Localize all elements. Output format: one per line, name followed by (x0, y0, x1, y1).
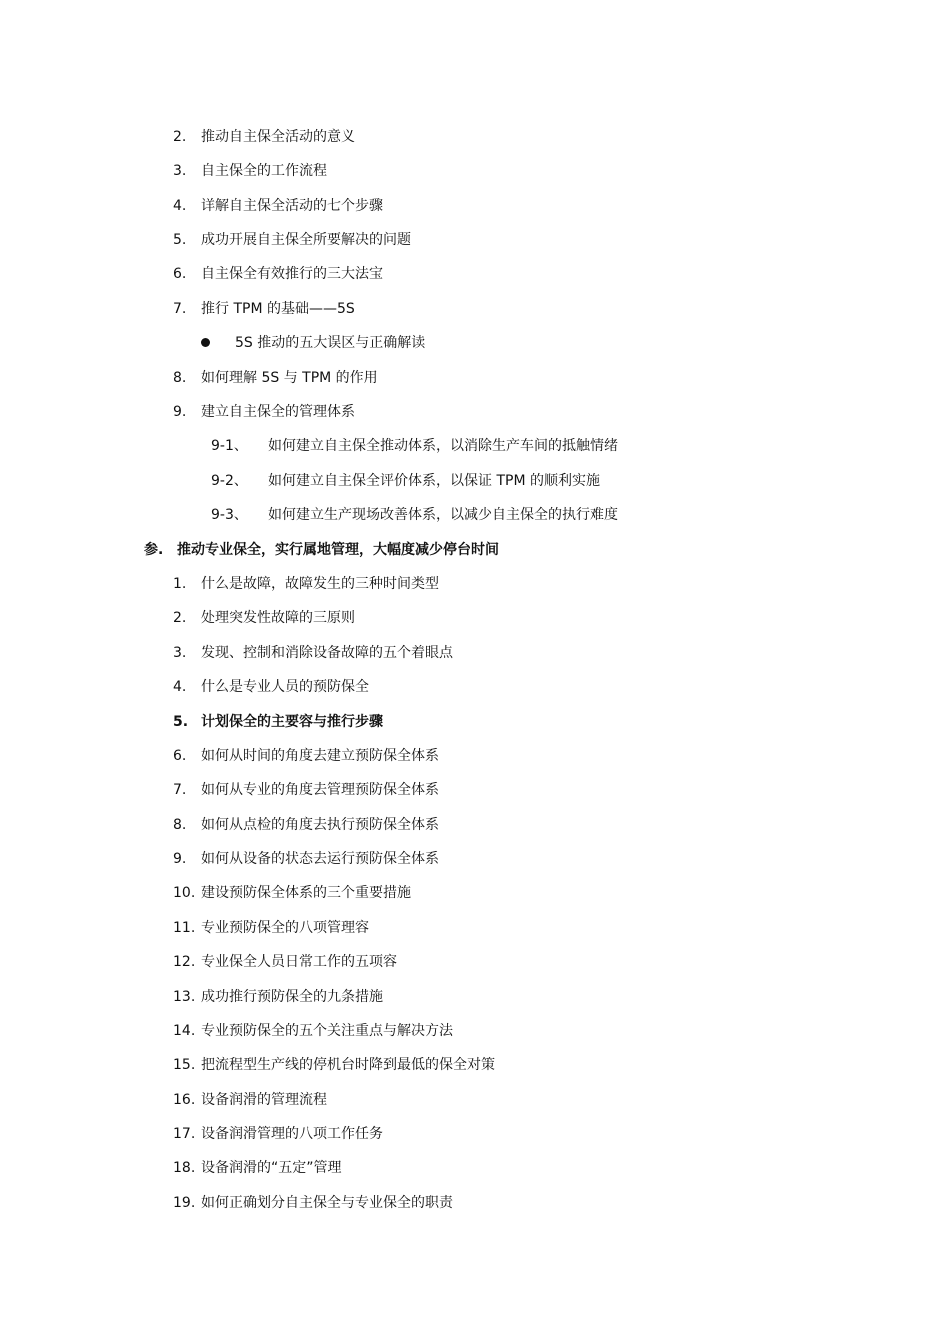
item-number: 18. (173, 1160, 196, 1176)
item-number: 6. (173, 266, 187, 282)
section-number: 参. (144, 542, 164, 558)
item-text: 自主保全有效推行的三大法宝 (201, 266, 383, 282)
item-text: 设备润滑的管理流程 (201, 1092, 327, 1108)
item-text: 设备润滑的“五定”管理 (201, 1160, 342, 1176)
item-number: 9. (173, 851, 187, 867)
item-number: 17. (173, 1126, 196, 1142)
item-text: 成功推行预防保全的九条措施 (201, 989, 383, 1005)
item-text: 发现、控制和消除设备故障的五个着眼点 (201, 645, 453, 661)
item-number: 7. (173, 782, 187, 798)
item-text: 什么是故障，故障发生的三种时间类型 (201, 576, 439, 592)
item-number: 16. (173, 1092, 196, 1108)
item-text: 如何从设备的状态去运行预防保全体系 (201, 851, 439, 867)
item-text: 建设预防保全体系的三个重要措施 (201, 885, 411, 901)
item-text: 如何理解 5S 与 TPM 的作用 (201, 370, 378, 386)
item-number: 4. (173, 679, 187, 695)
sub-item-number: 9-3、 (211, 507, 248, 523)
sub-item-text: 如何建立自主保全评价体系，以保证 TPM 的顺利实施 (268, 473, 600, 489)
item-number: 7. (173, 301, 187, 317)
item-number: 11. (173, 920, 196, 936)
sub-item-number: 9-1、 (211, 438, 248, 454)
item-number: 1. (173, 576, 187, 592)
section-title: 推动专业保全，实行属地管理，大幅度减少停台时间 (177, 542, 499, 558)
item-number: 9. (173, 404, 187, 420)
item-number: 12. (173, 954, 196, 970)
item-text: 自主保全的工作流程 (201, 163, 327, 179)
item-text: 详解自主保全活动的七个步骤 (201, 198, 383, 214)
item-number: 14. (173, 1023, 196, 1039)
item-text: 推动自主保全活动的意义 (201, 129, 355, 145)
item-number: 8. (173, 370, 187, 386)
item-number: 5. (173, 232, 187, 248)
sub-item-text: 如何建立生产现场改善体系，以减少自主保全的执行难度 (268, 507, 618, 523)
item-text: 成功开展自主保全所要解决的问题 (201, 232, 411, 248)
item-text: 专业预防保全的八项管理容 (201, 920, 369, 936)
bullet-text: 5S 推动的五大误区与正确解读 (235, 335, 426, 351)
sub-item-text: 如何建立自主保全推动体系，以消除生产车间的抵触情绪 (268, 438, 618, 454)
item-number: 15. (173, 1057, 196, 1073)
item-text: 设备润滑管理的八项工作任务 (201, 1126, 383, 1142)
item-number: 8. (173, 817, 187, 833)
item-text: 专业保全人员日常工作的五项容 (201, 954, 397, 970)
item-text: 把流程型生产线的停机台时降到最低的保全对策 (201, 1057, 495, 1073)
item-number: 3. (173, 645, 187, 661)
item-number: 3. (173, 163, 187, 179)
item-text: 处理突发性故障的三原则 (201, 610, 355, 626)
item-text: 建立自主保全的管理体系 (201, 404, 355, 420)
item-number: 4. (173, 198, 187, 214)
item-text: 什么是专业人员的预防保全 (201, 679, 369, 695)
bullet-icon (201, 338, 210, 347)
item-text: 如何正确划分自主保全与专业保全的职责 (201, 1195, 453, 1211)
item-number: 6. (173, 748, 187, 764)
sub-item-number: 9-2、 (211, 473, 248, 489)
item-number: 19. (173, 1195, 196, 1211)
item-text: 专业预防保全的五个关注重点与解决方法 (201, 1023, 453, 1039)
item-number: 2. (173, 610, 187, 626)
item-text: 如何从时间的角度去建立预防保全体系 (201, 748, 439, 764)
item-number: 10. (173, 885, 196, 901)
item-text: 计划保全的主要容与推行步骤 (201, 714, 383, 730)
item-number: 13. (173, 989, 196, 1005)
item-number: 2. (173, 129, 187, 145)
item-text: 如何从专业的角度去管理预防保全体系 (201, 782, 439, 798)
item-text: 如何从点检的角度去执行预防保全体系 (201, 817, 439, 833)
item-text: 推行 TPM 的基础——5S (201, 301, 355, 317)
item-number: 5. (173, 714, 189, 730)
